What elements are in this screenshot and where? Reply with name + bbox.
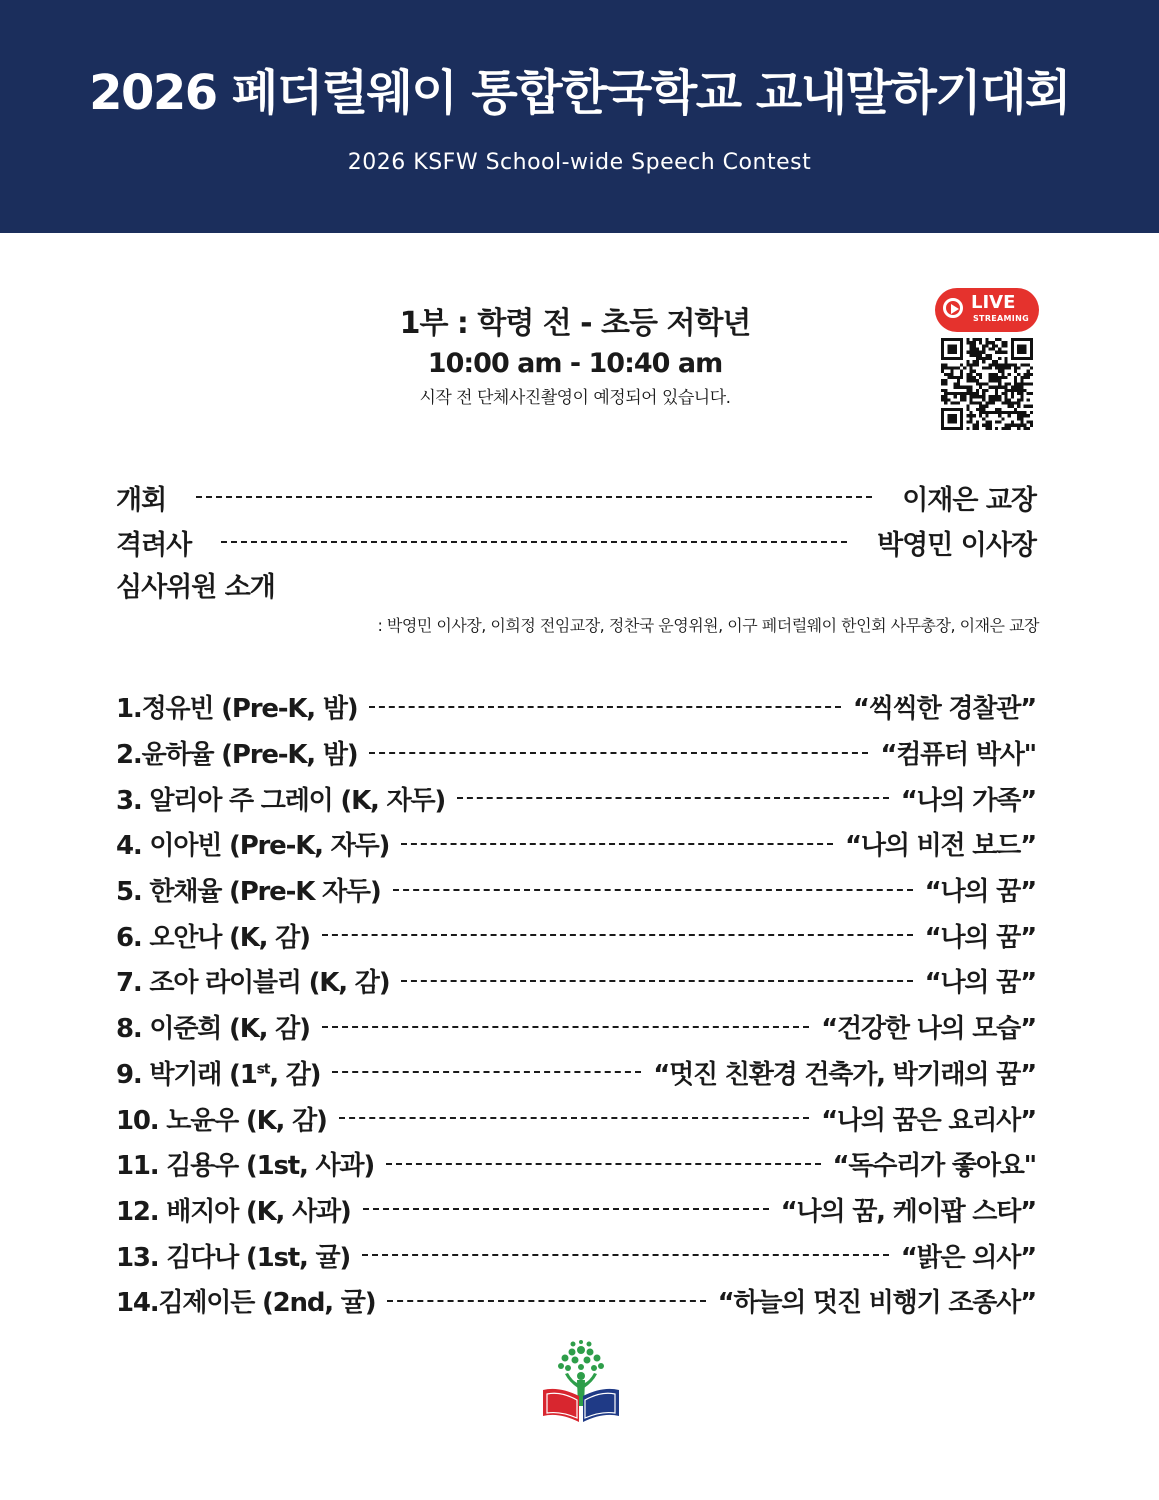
dotted-leader — [387, 1300, 705, 1302]
speaker-name: 7. 조아 라이블리 (K, 감) — [116, 968, 390, 999]
dotted-leader — [196, 496, 872, 498]
speech-topic: “나의 꿈, 케이팝 스타” — [780, 1196, 1036, 1227]
dotted-leader — [401, 980, 912, 982]
speaker-row — [116, 912, 1036, 958]
speech-topic: “건강한 나의 모습” — [821, 1014, 1036, 1045]
dotted-leader — [369, 752, 868, 754]
speaker-row — [116, 1232, 1036, 1278]
dotted-leader — [322, 934, 913, 936]
program-label: 개회 — [116, 484, 167, 516]
speaker-name: 6. 오안나 (K, 감) — [116, 922, 310, 953]
speech-topic: “나의 꿈은 요리사” — [821, 1105, 1036, 1136]
ordinal-suffix: st — [256, 1061, 270, 1078]
dotted-leader — [332, 1071, 641, 1073]
speech-topic: “씩씩한 경찰관” — [852, 694, 1036, 725]
dotted-leader — [221, 541, 847, 543]
speech-topic: “밝은 의사” — [900, 1242, 1036, 1273]
session-time: 10:00 am - 10:40 am — [427, 348, 723, 379]
dotted-leader — [339, 1117, 809, 1119]
speaker-list — [116, 684, 1036, 1324]
dotted-leader — [457, 797, 889, 799]
speaker-row — [116, 775, 1036, 821]
speech-topic: “멋진 친환경 건축가, 박기래의 꿈” — [653, 1059, 1036, 1090]
speech-topic: “나의 가족” — [900, 785, 1036, 816]
dotted-leader — [401, 843, 833, 845]
page-title: 2026 페더럴웨이 통합한국학교 교내말하기대회 — [89, 65, 1070, 121]
speaker-name — [116, 1054, 320, 1091]
speaker-row — [116, 730, 1036, 776]
speech-topic: “하늘의 멋진 비행기 조종사” — [717, 1288, 1036, 1319]
speech-topic: “나의 꿈” — [924, 877, 1036, 908]
live-sublabel: STREAMING — [973, 314, 1029, 323]
judges-heading: 심사위원 소개 — [116, 572, 275, 603]
speaker-row — [116, 821, 1036, 867]
session-note: 시작 전 단체사진촬영이 예정되어 있습니다. — [419, 388, 731, 408]
speaker-name: 4. 이아빈 (Pre-K, 자두) — [116, 831, 390, 862]
speaker-name: 10. 노윤우 (K, 감) — [116, 1105, 327, 1136]
speaker-name-part: , 감) — [269, 1059, 321, 1090]
play-circle-icon — [943, 298, 963, 318]
live-streaming-badge[interactable] — [935, 288, 1039, 332]
dotted-leader — [363, 1208, 769, 1210]
speech-topic: “컴퓨터 박사" — [880, 740, 1036, 771]
program-item-opening — [116, 477, 1036, 517]
speech-topic: “나의 꿈” — [924, 968, 1036, 999]
speaker-name: 14.김제이든 (2nd, 귤) — [116, 1288, 376, 1319]
speaker-name: 13. 김다나 (1st, 귤) — [116, 1242, 351, 1273]
speaker-name: 3. 알리아 주 그레이 (K, 자두) — [116, 785, 446, 816]
program-item-encouragement — [116, 522, 1036, 562]
speaker-row — [116, 1187, 1036, 1233]
speaker-row — [116, 1095, 1036, 1141]
program-label: 격려사 — [116, 529, 192, 561]
speaker-row — [116, 1141, 1036, 1187]
speaker-name: 8. 이준희 (K, 감) — [116, 1014, 310, 1045]
speaker-row — [116, 1004, 1036, 1050]
speech-topic: “독수리가 좋아요" — [832, 1151, 1036, 1182]
dotted-leader — [386, 1163, 820, 1165]
dotted-leader — [369, 706, 840, 708]
qr-code-icon[interactable] — [941, 338, 1033, 430]
speech-topic: “나의 꿈” — [924, 922, 1036, 953]
speaker-name: 2.윤하율 (Pre-K, 밤) — [116, 740, 358, 771]
dotted-leader — [362, 1254, 889, 1256]
session-title: 1부 : 학령 전 - 초등 저학년 — [399, 306, 751, 341]
speaker-row — [116, 1278, 1036, 1324]
speaker-name: 12. 배지아 (K, 사과) — [116, 1196, 351, 1227]
tree-book-logo-icon — [537, 1340, 625, 1426]
speaker-name: 5. 한채율 (Pre-K 자두) — [116, 877, 381, 908]
speaker-row — [116, 867, 1036, 913]
speaker-row — [116, 958, 1036, 1004]
speaker-row — [116, 1050, 1036, 1096]
program-presenter: 박영민 이사장 — [877, 529, 1036, 561]
dotted-leader — [322, 1026, 809, 1028]
session-info — [300, 302, 850, 412]
speaker-row — [116, 684, 1036, 730]
judges-list: : 박영민 이사장, 이희정 전임교장, 정찬국 운영위원, 이구 페더럴웨이 한인회 사무총장, 이재은 교장 — [377, 616, 1039, 635]
page-subtitle: 2026 KSFW School-wide Speech Contest — [347, 150, 812, 175]
speech-topic: “나의 비전 보드” — [845, 831, 1036, 862]
dotted-leader — [393, 889, 913, 891]
live-label: LIVE — [971, 292, 1016, 313]
speaker-name: 11. 김용우 (1st, 사과) — [116, 1151, 375, 1182]
speaker-name-part: 9. 박기래 (1 — [116, 1059, 257, 1090]
speaker-name: 1.정유빈 (Pre-K, 밤) — [116, 694, 358, 725]
program-presenter: 이재은 교장 — [902, 484, 1036, 516]
header-banner — [0, 0, 1159, 233]
